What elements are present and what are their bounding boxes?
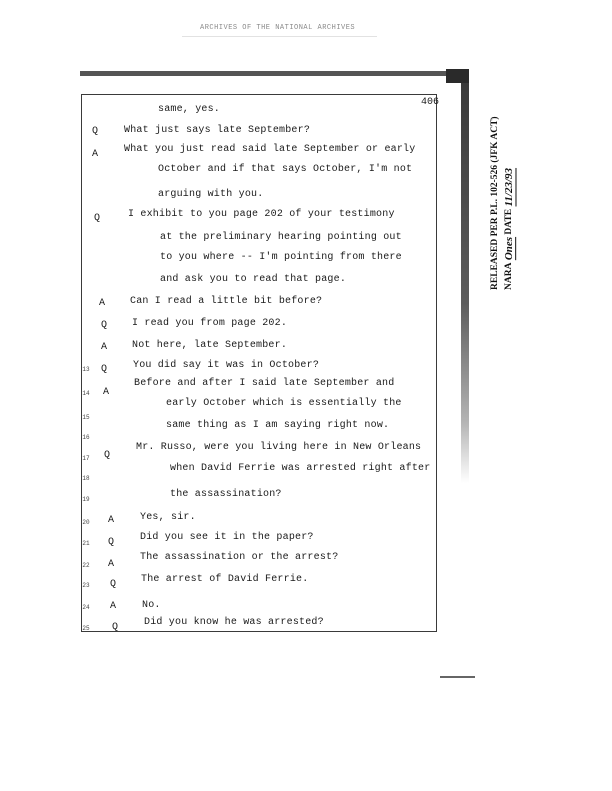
transcript-line-8: to you where -- I'm pointing from there — [160, 252, 402, 263]
line-number-25: 25 — [82, 625, 90, 632]
speaker-17: Q — [104, 450, 111, 461]
transcript-line-4: October and if that says October, I'm not — [158, 164, 413, 175]
speaker-13: Q — [101, 364, 108, 375]
release-stamp-line1: RELEASED PER P.L. 102-526 (JFK ACT) — [490, 116, 500, 290]
page-edge-corner — [446, 69, 469, 83]
line-number-19: 19 — [82, 496, 90, 503]
line-number-23: 23 — [82, 582, 90, 589]
transcript-line-21: Did you see it in the paper? — [140, 532, 314, 543]
release-stamp-line2 — [502, 100, 516, 290]
transcript-line-18: when David Ferrie was arrested right after — [170, 463, 431, 474]
transcript-line-20: Yes, sir. — [140, 512, 196, 523]
transcript-line-16: same thing as I am saying right now. — [166, 420, 390, 431]
transcript-line-5: arguing with you. — [158, 189, 264, 200]
stamp-date: 11/23/93 — [503, 167, 515, 207]
transcript-line-23: The arrest of David Ferrie. — [141, 574, 309, 585]
stamp-signature: Ones — [503, 236, 515, 261]
transcript-line-7: at the preliminary hearing pointing out — [160, 232, 402, 243]
page-edge-top — [80, 71, 452, 76]
transcript-line-15: early October which is essentially the — [166, 398, 402, 409]
speaker-10: A — [99, 298, 106, 309]
stamp-nara: NARA — [504, 262, 514, 290]
line-number-15: 15 — [82, 414, 90, 421]
transcript-line-24: No. — [142, 600, 161, 611]
speaker-23: Q — [110, 579, 117, 590]
speaker-21: Q — [108, 537, 115, 548]
speaker-3: A — [92, 149, 99, 160]
release-stamp — [488, 100, 528, 290]
page-edge-right — [461, 83, 469, 483]
line-number-20: 20 — [82, 519, 90, 526]
transcript-line-25: Did you know he was arrested? — [144, 617, 324, 628]
transcript-line-3: What you just read said late September or early — [124, 144, 416, 155]
transcript-line-12: Not here, late September. — [132, 340, 288, 351]
line-number-16: 16 — [82, 434, 90, 441]
speaker-24: A — [110, 601, 117, 612]
speaker-14: A — [103, 387, 110, 398]
line-number-17: 17 — [82, 455, 90, 462]
line-number-18: 18 — [82, 475, 90, 482]
page-edge-bottom — [440, 676, 475, 678]
transcript-line-10: Can I read a little bit before? — [130, 296, 323, 307]
line-number-21: 21 — [82, 540, 90, 547]
line-number-13: 13 — [82, 366, 90, 373]
transcript-line-14: Before and after I said late September and — [134, 378, 395, 389]
transcript-line-17: Mr. Russo, were you living here in New Orleans — [136, 442, 422, 453]
transcript-line-9: and ask you to read that page. — [160, 274, 347, 285]
transcript-line-6: I exhibit to you page 202 of your testimony — [128, 209, 395, 220]
speaker-20: A — [108, 515, 115, 526]
speaker-2: Q — [92, 126, 99, 137]
line-number-22: 22 — [82, 562, 90, 569]
transcript-line-19: the assassination? — [170, 489, 282, 500]
transcript-line-2: What just says late September? — [124, 125, 311, 136]
speaker-12: A — [101, 342, 108, 353]
header-rule — [182, 36, 377, 37]
speaker-6: Q — [94, 213, 101, 224]
line-number-24: 24 — [82, 604, 90, 611]
transcript-line-13: You did say it was in October? — [133, 360, 320, 371]
line-number-14: 14 — [82, 390, 90, 397]
transcript-line-11: I read you from page 202. — [132, 318, 288, 329]
transcript-line-22: The assassination or the arrest? — [140, 552, 339, 563]
speaker-22: A — [108, 559, 115, 570]
speaker-11: Q — [101, 320, 108, 331]
archive-header: ARCHIVES OF THE NATIONAL ARCHIVES — [200, 24, 356, 32]
page-number: 406 — [421, 97, 440, 108]
transcript-line-1: same, yes. — [158, 104, 221, 115]
stamp-date-label: DATE — [504, 208, 514, 235]
speaker-25: Q — [112, 622, 119, 633]
